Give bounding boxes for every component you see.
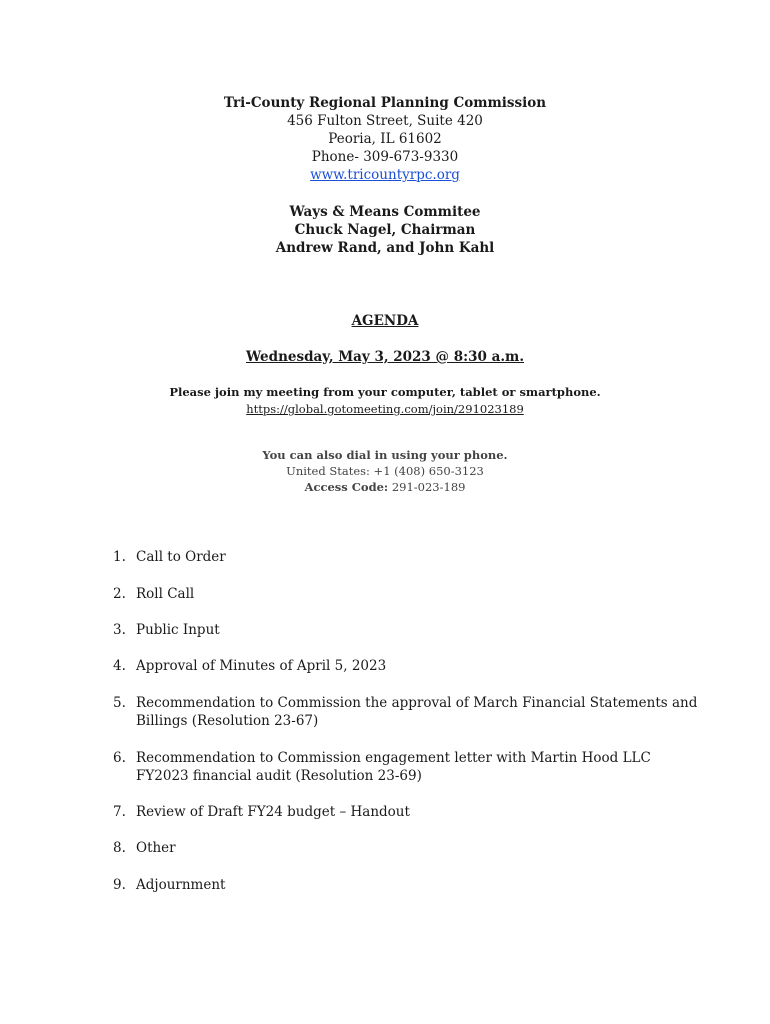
- agenda-item-text: Recommendation to Commission the approval of March Financial Statements and Billings (Resolution 23-67): [136, 695, 698, 729]
- agenda-item-number: 1.: [113, 549, 126, 565]
- agenda-item-number: 3.: [113, 622, 126, 638]
- phone-number: Phone- 309-673-9330: [311, 149, 459, 165]
- agenda-item-text: Approval of Minutes of April 5, 2023: [136, 658, 387, 674]
- agenda-item-number: 5.: [113, 695, 126, 711]
- agenda-title: AGENDA: [351, 313, 419, 329]
- dial-in-instructions: You can also dial in using your phone.: [262, 448, 508, 462]
- agenda-item: [113, 621, 703, 639]
- meeting-date: Wednesday, May 3, 2023 @ 8:30 a.m.: [245, 349, 525, 365]
- agenda-item-number: 8.: [113, 840, 126, 856]
- agenda-item-number: 6.: [113, 750, 126, 766]
- agenda-item-number: 2.: [113, 586, 126, 602]
- agenda-item: [113, 657, 703, 675]
- agenda-item-text: Adjournment: [136, 877, 226, 893]
- agenda-item-number: 7.: [113, 804, 126, 820]
- agenda-item-text: Public Input: [136, 622, 220, 638]
- agenda-item-number: 4.: [113, 658, 126, 674]
- agenda-item-text: Call to Order: [136, 549, 226, 565]
- agenda-item: [113, 876, 703, 894]
- access-code-value: 291-023-189: [391, 480, 466, 494]
- access-code-label: Access Code:: [304, 480, 389, 494]
- address-line-2: Peoria, IL 61602: [328, 131, 442, 147]
- agenda-item-text: Other: [136, 840, 176, 856]
- address-line-1: 456 Fulton Street, Suite 420: [287, 113, 483, 129]
- agenda-item-text: Review of Draft FY24 budget – Handout: [136, 804, 410, 820]
- committee-chair: Chuck Nagel, Chairman: [294, 222, 476, 238]
- access-code: [0, 479, 770, 495]
- agenda-item-text: Roll Call: [136, 586, 195, 602]
- committee-members: Andrew Rand, and John Kahl: [275, 240, 495, 256]
- agenda-item-number: 9.: [113, 877, 126, 893]
- website-link[interactable]: www.tricountyrpc.org: [310, 167, 460, 183]
- agenda-item: [113, 585, 703, 603]
- agenda-item: [113, 548, 703, 566]
- agenda-item: [113, 839, 703, 857]
- committee-name: Ways & Means Commitee: [289, 204, 481, 220]
- agenda-item: [113, 694, 703, 730]
- org-name: Tri-County Regional Planning Commission: [223, 95, 547, 111]
- dial-in-number: United States: +1 (408) 650-3123: [286, 464, 484, 478]
- meeting-join-link[interactable]: https://global.gotomeeting.com/join/291023189: [246, 402, 524, 416]
- join-instructions: Please join my meeting from your computer, tablet or smartphone.: [169, 385, 601, 399]
- agenda-item: [113, 749, 703, 785]
- agenda-item-text: Recommendation to Commission engagement letter with Martin Hood LLC FY2023 financial audit (Resolution 23-69): [136, 750, 651, 784]
- agenda-item: [113, 803, 703, 821]
